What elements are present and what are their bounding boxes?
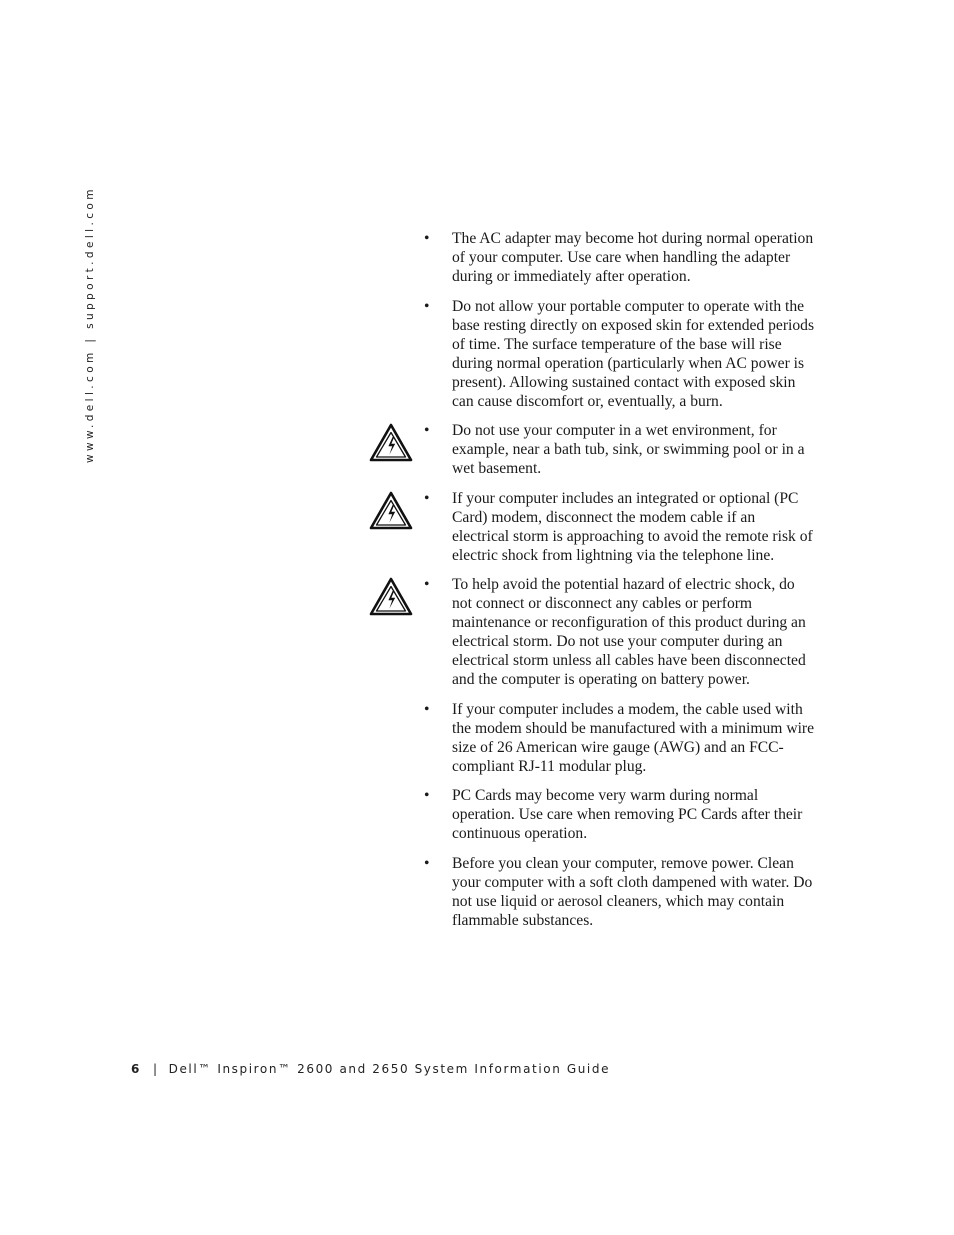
bullet: •: [424, 422, 430, 439]
list-item: [424, 489, 816, 565]
list-item: [424, 700, 816, 776]
list-item-text: Do not allow your portable computer to operate with the base resting directly on exposed skin for extended periods of time. The surface temperature of the base will rise during normal operation (particularly when AC power is present). Allowing sustained contact with exposed skin can cause discomfort or, eventually, a burn.: [452, 297, 815, 410]
bullet: •: [424, 700, 430, 718]
list-item: [424, 854, 816, 930]
document-title: Dell™ Inspiron™ 2600 and 2650 System Information Guide: [168, 1062, 611, 1076]
list-item: [424, 786, 816, 843]
bullet: •: [424, 230, 430, 247]
bullet: •: [424, 576, 430, 593]
sidebar-website-url: www.dell.com | support.dell.com: [84, 186, 96, 463]
electrical-hazard-warning-icon: [369, 491, 413, 531]
list-item: [424, 229, 816, 286]
list-item: [424, 297, 816, 411]
safety-instructions-list: [424, 229, 816, 940]
bullet: •: [424, 787, 430, 804]
electrical-hazard-warning-icon: [369, 423, 413, 463]
page-footer: [131, 1062, 610, 1076]
bullet: •: [424, 489, 430, 507]
footer-separator: |: [152, 1062, 159, 1076]
list-item: [424, 421, 816, 478]
list-item-text: To help avoid the potential hazard of electric shock, do not connect or disconnect any cables or perform maintenance or reconfiguration of this product during an electrical storm. Do not use your computer during an electrical storm unless all cables have been disconnected and the computer is operating on battery power.: [452, 576, 806, 688]
page-number: 6: [131, 1062, 141, 1076]
electrical-hazard-warning-icon: [369, 577, 413, 617]
bullet: •: [424, 297, 430, 315]
list-item-text: If your computer includes a modem, the cable used with the modem should be manufactured with a minimum wire size of 26 American wire gauge (AWG) and an FCC-compliant RJ-11 modular plug.: [452, 700, 815, 775]
list-item-text: If your computer includes an integrated or optional (PC Card) modem, disconnect the modem cable if an electrical storm is approaching to avoid the remote risk of electric shock from lightning via the telephone line.: [452, 489, 813, 564]
list-item-text: PC Cards may become very warm during normal operation. Use care when removing PC Cards after their continuous operation.: [452, 787, 803, 842]
list-item-text: Do not use your computer in a wet environment, for example, near a bath tub, sink, or swimming pool or in a wet basement.: [452, 422, 805, 477]
list-item-text: The AC adapter may become hot during normal operation of your computer. Use care when handling the adapter during or immediately after operation.: [452, 230, 814, 285]
list-item-text: Before you clean your computer, remove power. Clean your computer with a soft cloth dampened with water. Do not use liquid or aerosol cleaners, which may contain flammable substances.: [452, 854, 813, 929]
list-item: [424, 575, 816, 689]
bullet: •: [424, 854, 430, 872]
